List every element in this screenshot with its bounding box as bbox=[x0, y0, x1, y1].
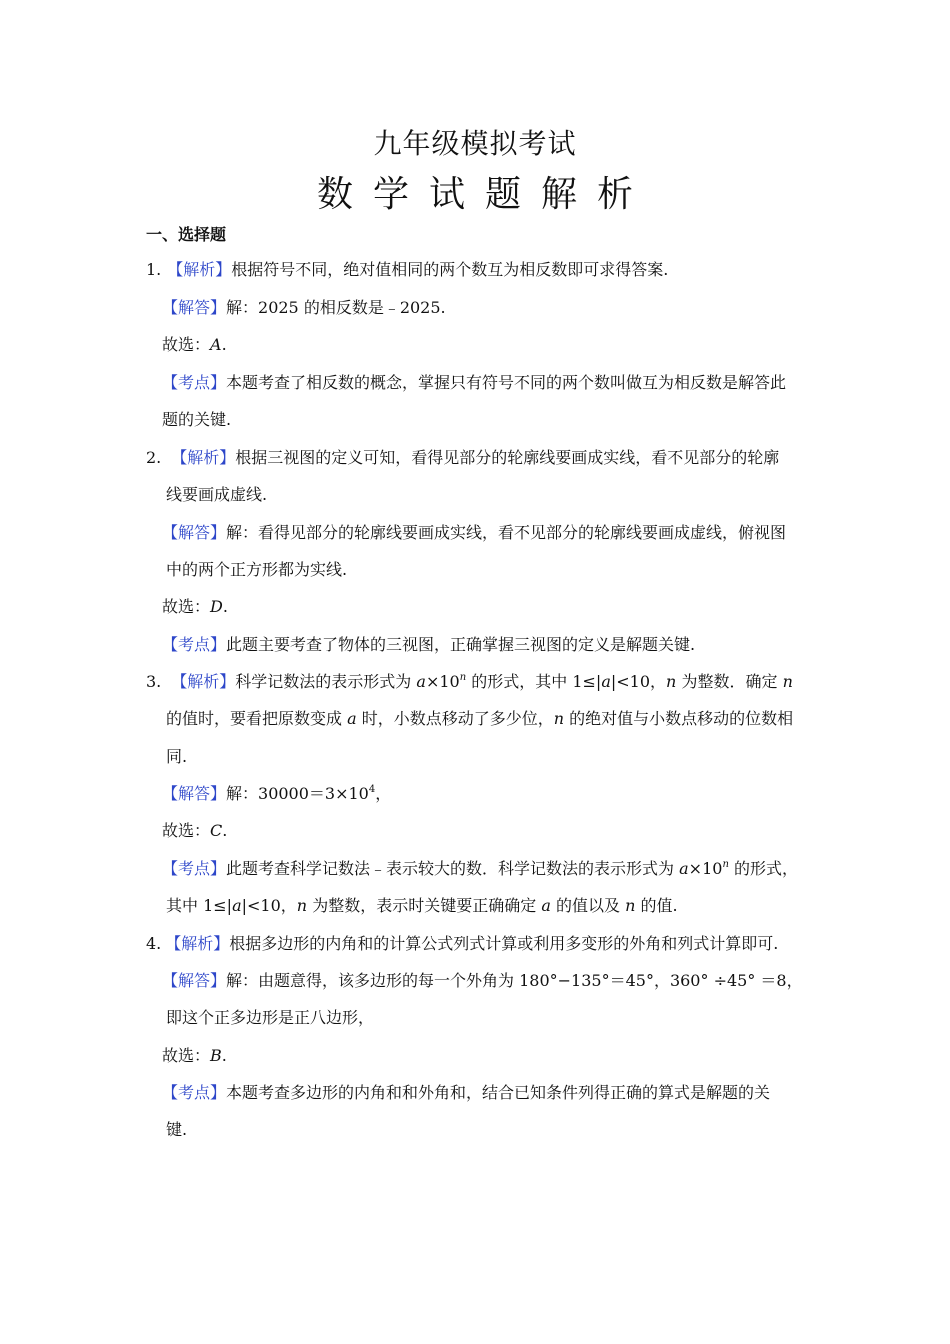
q2-answer: 【解答】解：看得见部分的轮廓线要画成实线，看不见部分的轮廓线要画成虚线，俯视图 bbox=[162, 523, 787, 542]
point-tag: 【考点】 bbox=[162, 635, 227, 654]
q1-point: 【考点】本题考查了相反数的概念，掌握只有符号不同的两个数叫做互为相反数是解答此 bbox=[162, 373, 787, 392]
q2-choice: 故选：D. bbox=[162, 597, 228, 616]
q3-choice: 故选：C. bbox=[162, 821, 228, 840]
answer-tag: 【解答】 bbox=[162, 784, 227, 803]
q2-answer-cont: 中的两个正方形都为实线. bbox=[166, 560, 348, 579]
point-tag: 【考点】 bbox=[162, 373, 227, 392]
q3-point: 【考点】此题考查科学记数法﹣表示较大的数．科学记数法的表示形式为 $a\times 10^n$ 的形式， bbox=[162, 859, 798, 878]
q3-analysis-cont2: 同. bbox=[166, 747, 188, 766]
q1-analysis: 1. 【解析】根据符号不同，绝对值相同的两个数互为相反数即可求得答案. bbox=[146, 260, 669, 279]
q2-analysis-cont: 线要画成虚线. bbox=[166, 485, 268, 504]
q4-point-cont: 键. bbox=[166, 1120, 188, 1139]
point-tag: 【考点】 bbox=[162, 1083, 227, 1102]
point-tag: 【考点】 bbox=[162, 859, 227, 878]
analysis-tag: 【解析】 bbox=[171, 672, 236, 691]
q2-analysis: 2. 【解析】根据三视图的定义可知，看得见部分的轮廓线要画成实线，看不见部分的轮廓 bbox=[146, 448, 780, 467]
q3-analysis: 3. 【解析】科学记数法的表示形式为 $a\times 10^n$ 的形式，其中 1≤|a|<10，n 为整数．确定 n bbox=[146, 672, 793, 691]
q4-choice: 故选：B. bbox=[162, 1046, 227, 1065]
q4-point: 【考点】本题考查多边形的内角和和外角和，结合已知条件列得正确的算式是解题的关 bbox=[162, 1083, 771, 1102]
q3-point-cont: 其中 1≤|a|<10，n 为整数，表示时关键要正确确定 a 的值以及 n 的值. bbox=[166, 896, 678, 915]
q1-choice: 故选：A. bbox=[162, 335, 227, 354]
answer-tag: 【解答】 bbox=[162, 298, 227, 317]
page-title: 九年级模拟考试 bbox=[373, 127, 577, 160]
q1-answer: 【解答】解：2025 的相反数是﹣2025. bbox=[162, 298, 446, 317]
analysis-tag: 【解析】 bbox=[165, 934, 230, 953]
analysis-tag: 【解析】 bbox=[171, 448, 236, 467]
page-subtitle: 数学试题解析 bbox=[316, 174, 653, 215]
q3-analysis-cont: 的值时，要看把原数变成 a 时，小数点移动了多少位，n 的绝对值与小数点移动的位数相 bbox=[166, 709, 794, 728]
analysis-tag: 【解析】 bbox=[167, 260, 232, 279]
q4-answer-cont: 即这个正多边形是正八边形， bbox=[166, 1008, 375, 1027]
q2-point: 【考点】此题主要考查了物体的三视图，正确掌握三视图的定义是解题关键. bbox=[162, 635, 696, 654]
answer-tag: 【解答】 bbox=[162, 523, 227, 542]
q1-point-cont: 题的关键. bbox=[162, 410, 232, 429]
q4-answer: 【解答】解：由题意得，该多边形的每一个外角为 180°−135°＝45°，360° ÷45° ＝8， bbox=[162, 971, 803, 990]
q4-analysis: 4. 【解析】根据多边形的内角和的计算公式列式计算或利用多变形的外角和列式计算即可. bbox=[146, 934, 779, 953]
answer-tag: 【解答】 bbox=[162, 971, 227, 990]
section-heading: 一、选择题 bbox=[146, 225, 227, 244]
q3-answer: 【解答】解：$30000=3\times 10^4$， bbox=[162, 784, 392, 803]
